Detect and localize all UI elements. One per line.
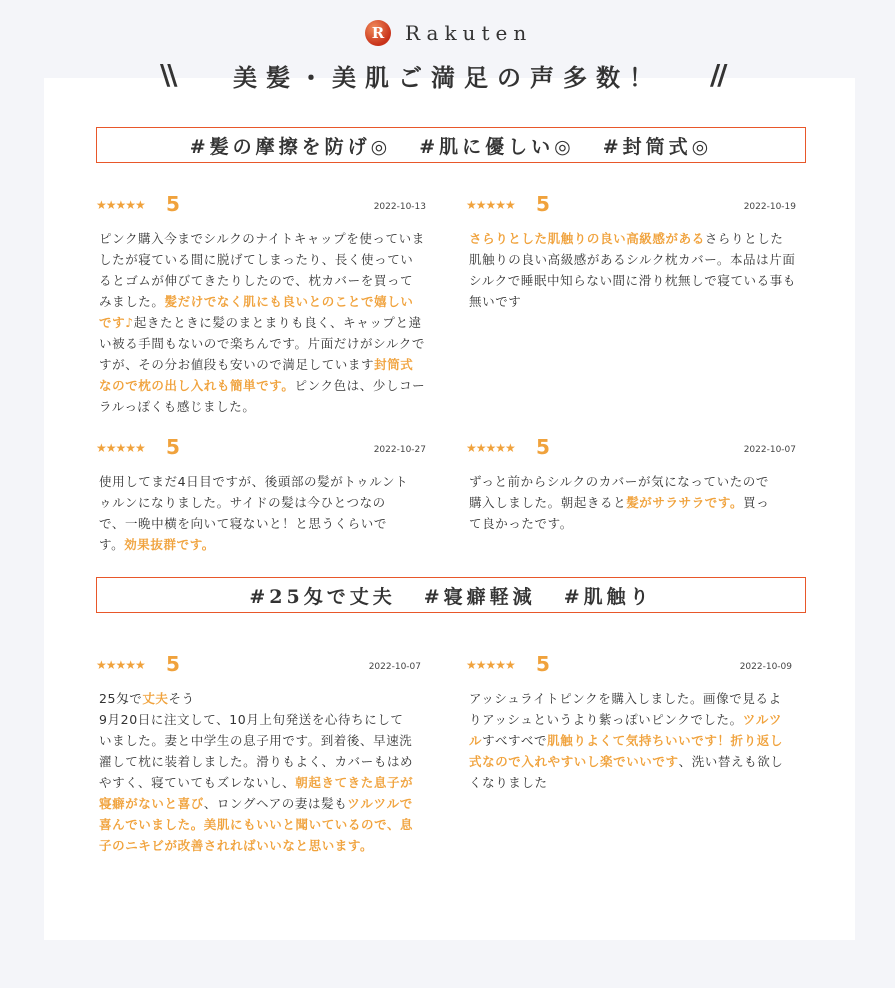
rating-score: 5: [166, 652, 180, 676]
review-date: 2022-10-13: [373, 202, 426, 212]
review-text-segment: そう 9月20日に注文して、10月上旬発送を心待ちにしていました。妻と中学生の息子用です。到着後、早速洗濯して枕に装着しました。滑りもよく、カバーもはめやすく、寝ていてもズレないし、: [99, 691, 414, 790]
decorative-slash-right-icon: //: [710, 58, 725, 91]
tag-texture: #肌触り: [563, 585, 653, 608]
highlight-text: さらりとした肌触りの良い高級感がある: [469, 231, 705, 246]
star-rating-icon: ★★★★★: [96, 441, 145, 455]
tag-box-2: [96, 577, 806, 613]
review-text-segment: 起きたときに髪のまとまりも良く、キャップと違い被る手間もないので楽ちんです。片面だけがシルクですが、その分お値段も安いので満足しています: [99, 315, 425, 372]
review-text: [96, 471, 409, 555]
review-text-segment: 買って良かったです。: [469, 495, 770, 531]
page-title: 美髪・美肌ご満足の声多数！: [233, 63, 662, 92]
rating-score: 5: [166, 192, 180, 216]
rating-score: 5: [166, 435, 180, 459]
star-rating-icon: ★★★★★: [96, 658, 145, 672]
review-card: [466, 652, 792, 793]
rating-score: 5: [536, 192, 550, 216]
review-card: [466, 435, 796, 534]
highlight-text: 髪がサラサラです。: [626, 495, 744, 510]
review-card: [96, 435, 426, 555]
tag-hair-friction: #髪の摩擦を防げ◎: [189, 135, 392, 158]
rakuten-logo-icon: R: [365, 20, 391, 46]
review-text-segment: 、洗い替えも欲しくなりました: [469, 754, 784, 790]
tag-durable: #25匁で丈夫: [249, 585, 396, 608]
review-text: [466, 471, 779, 534]
review-date: 2022-10-27: [373, 445, 426, 455]
review-text-segment: ピンク購入今までシルクのナイトキャップを使っていましたが寝ている間に脱げてしまったり、長く使っているとゴムが伸びてきたりしたので、枕カバーを買ってみました。: [99, 231, 425, 309]
highlight-text: 朝起きてきた息子が寝癖がないと喜び: [99, 775, 414, 811]
highlight-text: 肌触りよくて気持ちいいです！折り返し式なので入れやすいし楽でいいです: [469, 733, 783, 769]
review-text-segment: 25匁で: [99, 691, 143, 706]
tag-skin-gentle: #肌に優しい◎: [419, 135, 575, 158]
review-text-segment: ピンク色は、少しコーラルっぽくも感じました。: [99, 378, 426, 414]
star-rating-icon: ★★★★★: [466, 658, 515, 672]
review-card: [96, 192, 426, 417]
highlight-text: 丈夫: [142, 691, 169, 706]
decorative-slash-left-icon: \\: [160, 58, 175, 91]
review-text-segment: さらりとした肌触りの良い高級感があるシルク枕カバー。本品は片面シルクで睡眠中知らない間に滑り枕無しで寝ている事も無いです: [469, 231, 796, 309]
rakuten-logo[interactable]: [365, 19, 532, 47]
highlight-text: 封筒式なので枕の出し入れも簡単です。: [99, 357, 414, 393]
review-date: 2022-10-07: [743, 445, 796, 455]
review-text: [96, 228, 426, 417]
highlight-text: ツルツルで喜んでいました。美肌にもいいと聞いているので、息子のニキビが改善されればいいなと思います。: [99, 796, 414, 853]
review-text: [466, 688, 787, 793]
review-text-segment: すべすべで: [482, 733, 548, 748]
review-text-segment: アッシュライトピンクを購入しました。画像で見るよりアッシュというより紫っぽいピンクでした。: [469, 691, 782, 727]
review-text: [96, 688, 414, 856]
rating-score: 5: [536, 652, 550, 676]
review-text-segment: 使用してまだ4日目ですが、後頭部の髪がトゥルントゥルンになりました。サイドの髪は今ひとつなので、一晩中横を向いて寝ないと！と思うくらいです。: [99, 474, 409, 552]
review-date: 2022-10-09: [739, 662, 792, 672]
star-rating-icon: ★★★★★: [466, 198, 515, 212]
star-rating-icon: ★★★★★: [96, 198, 145, 212]
brand-name: Rakuten: [405, 21, 533, 45]
review-date: 2022-10-19: [743, 202, 796, 212]
star-rating-icon: ★★★★★: [466, 441, 515, 455]
review-text-segment: 、ロングヘアの妻は髪も: [203, 796, 348, 811]
review-text-segment: ずっと前からシルクのカバーが気になっていたので購入しました。朝起きると: [469, 474, 769, 510]
tag-bedhead: #寝癖軽減: [423, 585, 536, 608]
highlight-text: 髪だけでなく肌にも良いとのことで嬉しいです♪: [99, 294, 414, 330]
review-text: [466, 228, 796, 312]
review-card: [96, 652, 421, 856]
rating-score: 5: [536, 435, 550, 459]
tag-envelope-style: #封筒式◎: [602, 135, 713, 158]
review-card: [466, 192, 796, 312]
tag-box-1: [96, 127, 806, 163]
review-date: 2022-10-07: [368, 662, 421, 672]
highlight-text: ツルツル: [469, 712, 783, 748]
highlight-text: 効果抜群です。: [124, 537, 215, 552]
